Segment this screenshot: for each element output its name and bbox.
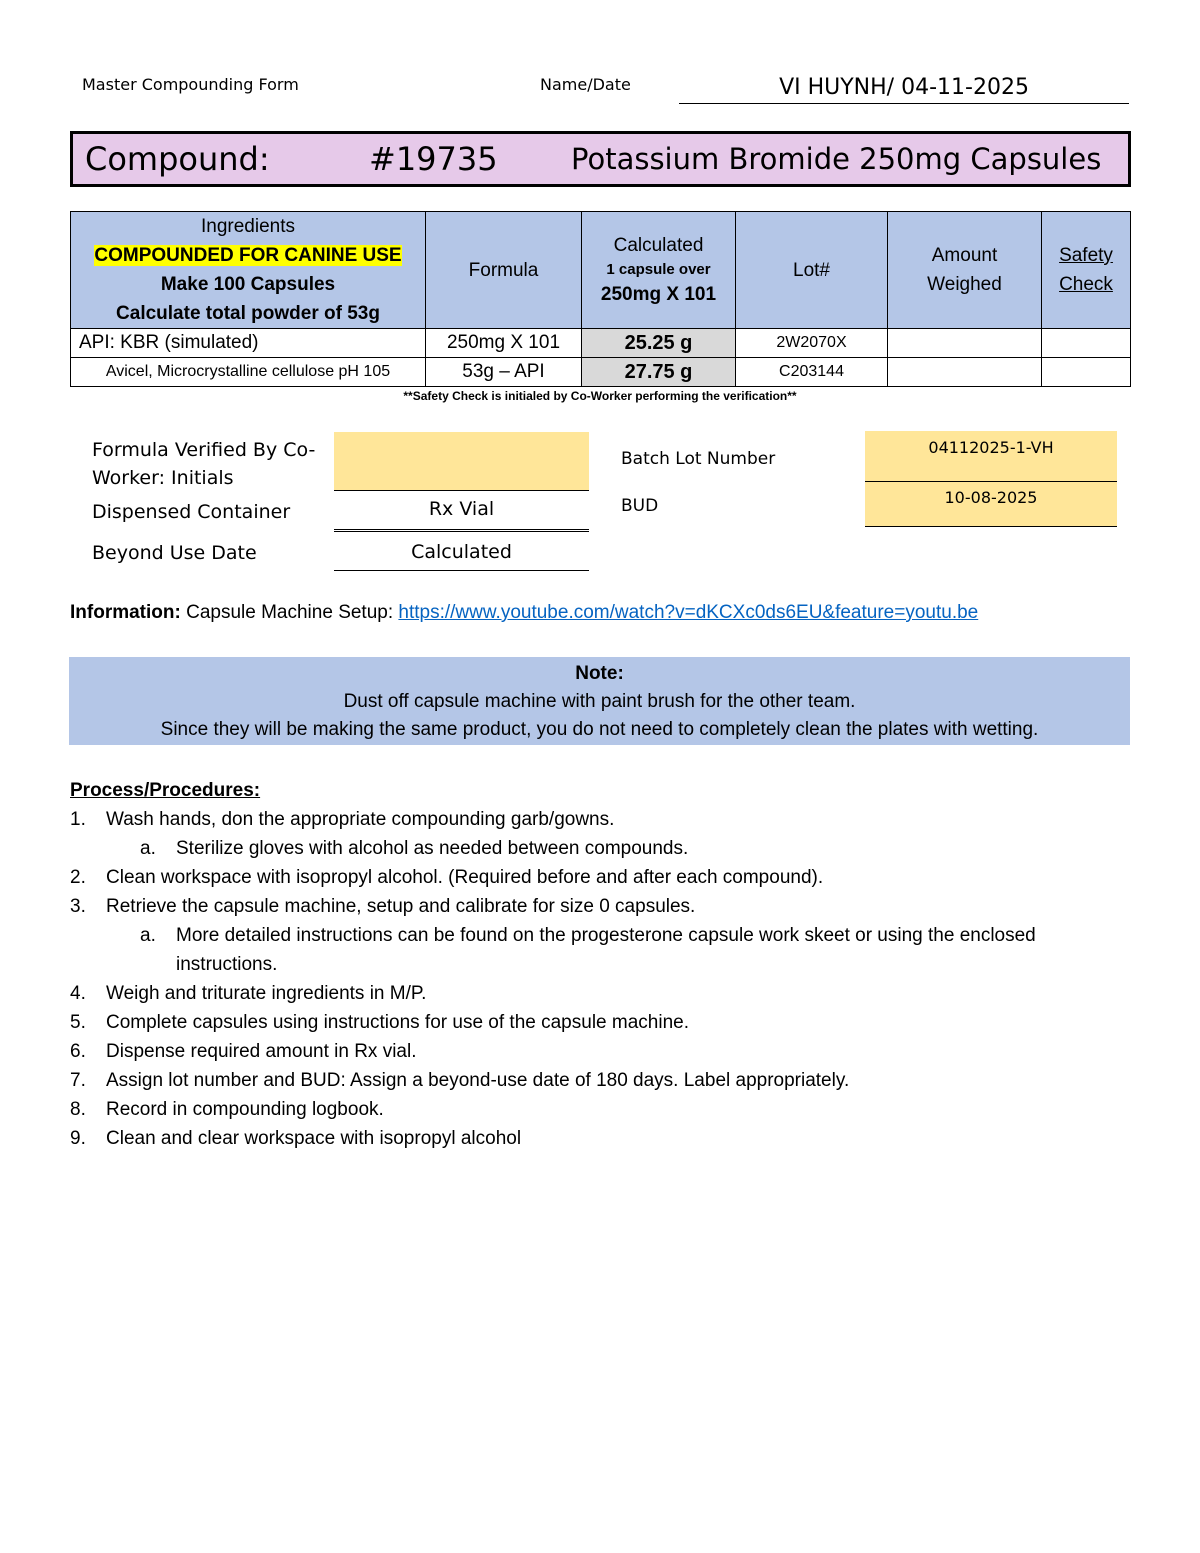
formula-cell: 53g – API	[426, 358, 582, 387]
batch-lot-label: Batch Lot Number	[621, 449, 776, 469]
amount-weighed-header	[888, 212, 1042, 329]
name-date-label: Name/Date	[540, 75, 631, 94]
list-text: Sterilize gloves with alcohol as needed between compounds.	[176, 838, 689, 859]
formula-header: Formula	[426, 212, 582, 329]
table-row	[71, 358, 1131, 387]
list-text: Dispense required amount in Rx vial.	[106, 1041, 417, 1062]
list-text: Retrieve the capsule machine, setup and calibrate for size 0 capsules.	[106, 896, 696, 917]
list-text: Clean workspace with isopropyl alcohol. (Required before and after each compound).	[106, 867, 824, 888]
note-line-1: Dust off capsule machine with paint brush for the other team.	[343, 691, 856, 712]
table-header-row	[71, 212, 1131, 329]
safety-heading-2: Check	[1059, 274, 1113, 295]
bud-short-label: BUD	[621, 496, 659, 516]
list-text: More detailed instructions can be found on the progesterone capsule work skeet or using the enclosed instructions.	[176, 925, 1036, 975]
total-powder-text: Calculate total powder of 53g	[116, 303, 380, 324]
information-text: Capsule Machine Setup:	[186, 602, 394, 623]
list-number: 2.	[70, 867, 86, 888]
information-label: Information:	[70, 602, 181, 623]
calculated-cell: 25.25 g	[582, 329, 736, 358]
note-box	[69, 657, 1130, 745]
verified-by-label-line2: Worker: Initials	[92, 467, 234, 489]
note-title: Note:	[575, 663, 624, 684]
list-text: Weigh and triturate ingredients in M/P.	[106, 983, 427, 1004]
safety-check-header	[1042, 212, 1131, 329]
amount-heading-1: Amount	[931, 245, 998, 266]
container-field[interactable]: Rx Vial	[334, 498, 589, 530]
calculated-heading: Calculated	[613, 235, 704, 256]
list-text: Clean and clear workspace with isopropyl alcohol	[106, 1128, 522, 1149]
list-item	[70, 1066, 1130, 1095]
make-capsules-text: Make 100 Capsules	[160, 274, 336, 295]
list-number: 8.	[70, 1099, 86, 1120]
calculated-cell: 27.75 g	[582, 358, 736, 387]
safety-footnote: **Safety Check is initialed by Co-Worker performing the verification**	[403, 389, 797, 403]
lot-header: Lot#	[736, 212, 888, 329]
compound-number: #19735	[369, 140, 498, 178]
list-number: 5.	[70, 1012, 86, 1033]
ingredients-header	[71, 212, 426, 329]
list-number: 4.	[70, 983, 86, 1004]
calculated-sub1: 1 capsule over	[606, 261, 711, 278]
list-text: Assign lot number and BUD: Assign a beyond-use date of 180 days. Label appropriately.	[106, 1070, 850, 1091]
ingredient-cell: Avicel, Microcrystalline cellulose pH 105	[71, 358, 426, 387]
compound-label: Compound:	[85, 140, 270, 178]
calculated-sub2: 250mg X 101	[600, 284, 717, 305]
list-number: a.	[140, 925, 156, 946]
list-item	[70, 834, 1130, 863]
procedures-title: Process/Procedures:	[70, 780, 261, 801]
list-item	[70, 1124, 1130, 1153]
list-number: 9.	[70, 1128, 86, 1149]
list-item	[70, 805, 1130, 834]
list-number: 3.	[70, 896, 86, 917]
ingredients-heading: Ingredients	[200, 216, 295, 237]
amount-weighed-cell[interactable]	[888, 329, 1042, 358]
list-item	[70, 1095, 1130, 1124]
list-text: Record in compounding logbook.	[106, 1099, 384, 1120]
calculated-header	[582, 212, 736, 329]
procedures-section	[70, 776, 1130, 1153]
information-line	[70, 602, 978, 624]
compound-product: Potassium Bromide 250mg Capsules	[571, 142, 1102, 176]
lot-cell: 2W2070X	[736, 329, 888, 358]
name-date-value: VI HUYNH/ 04-11-2025	[779, 75, 1029, 100]
list-item	[70, 863, 1130, 892]
list-text: Complete capsules using instructions for use of the capsule machine.	[106, 1012, 689, 1033]
safety-check-cell[interactable]	[1042, 358, 1131, 387]
formula-cell: 250mg X 101	[426, 329, 582, 358]
batch-lot-field[interactable]: 04112025-1-VH	[865, 431, 1117, 482]
lot-cell: C203144	[736, 358, 888, 387]
bud-field[interactable]: 10-08-2025	[865, 482, 1117, 527]
amount-weighed-cell[interactable]	[888, 358, 1042, 387]
list-item	[70, 1008, 1130, 1037]
safety-heading-1: Safety	[1059, 245, 1113, 266]
list-item	[70, 921, 1130, 979]
container-label: Dispensed Container	[92, 501, 291, 523]
list-item	[70, 979, 1130, 1008]
compound-banner	[70, 131, 1131, 187]
list-number: a.	[140, 838, 156, 859]
name-date-field[interactable]	[679, 73, 1129, 104]
verified-by-label-line1: Formula Verified By Co-	[92, 439, 316, 461]
amount-heading-2: Weighed	[927, 274, 1002, 295]
beyond-use-date-label: Beyond Use Date	[92, 542, 257, 564]
capsule-machine-link[interactable]: https://www.youtube.com/watch?v=dKCXc0ds6EU&feature=youtu.be	[398, 602, 979, 623]
canine-use-highlight: COMPOUNDED FOR CANINE USE	[94, 245, 402, 266]
list-text: Wash hands, don the appropriate compounding garb/gowns.	[106, 809, 615, 830]
list-number: 7.	[70, 1070, 86, 1091]
list-number: 6.	[70, 1041, 86, 1062]
note-line-2: Since they will be making the same product, you do not need to completely clean the plates with wetting.	[160, 719, 1039, 740]
list-item	[70, 892, 1130, 921]
beyond-use-date-field[interactable]: Calculated	[334, 531, 589, 571]
ingredient-cell: API: KBR (simulated)	[71, 329, 426, 358]
list-number: 1.	[70, 809, 86, 830]
verified-by-label	[92, 436, 315, 492]
safety-check-cell[interactable]	[1042, 329, 1131, 358]
ingredients-table	[70, 211, 1131, 387]
verified-initials-field[interactable]	[334, 432, 589, 491]
table-row	[71, 329, 1131, 358]
list-item	[70, 1037, 1130, 1066]
form-title: Master Compounding Form	[82, 75, 299, 94]
